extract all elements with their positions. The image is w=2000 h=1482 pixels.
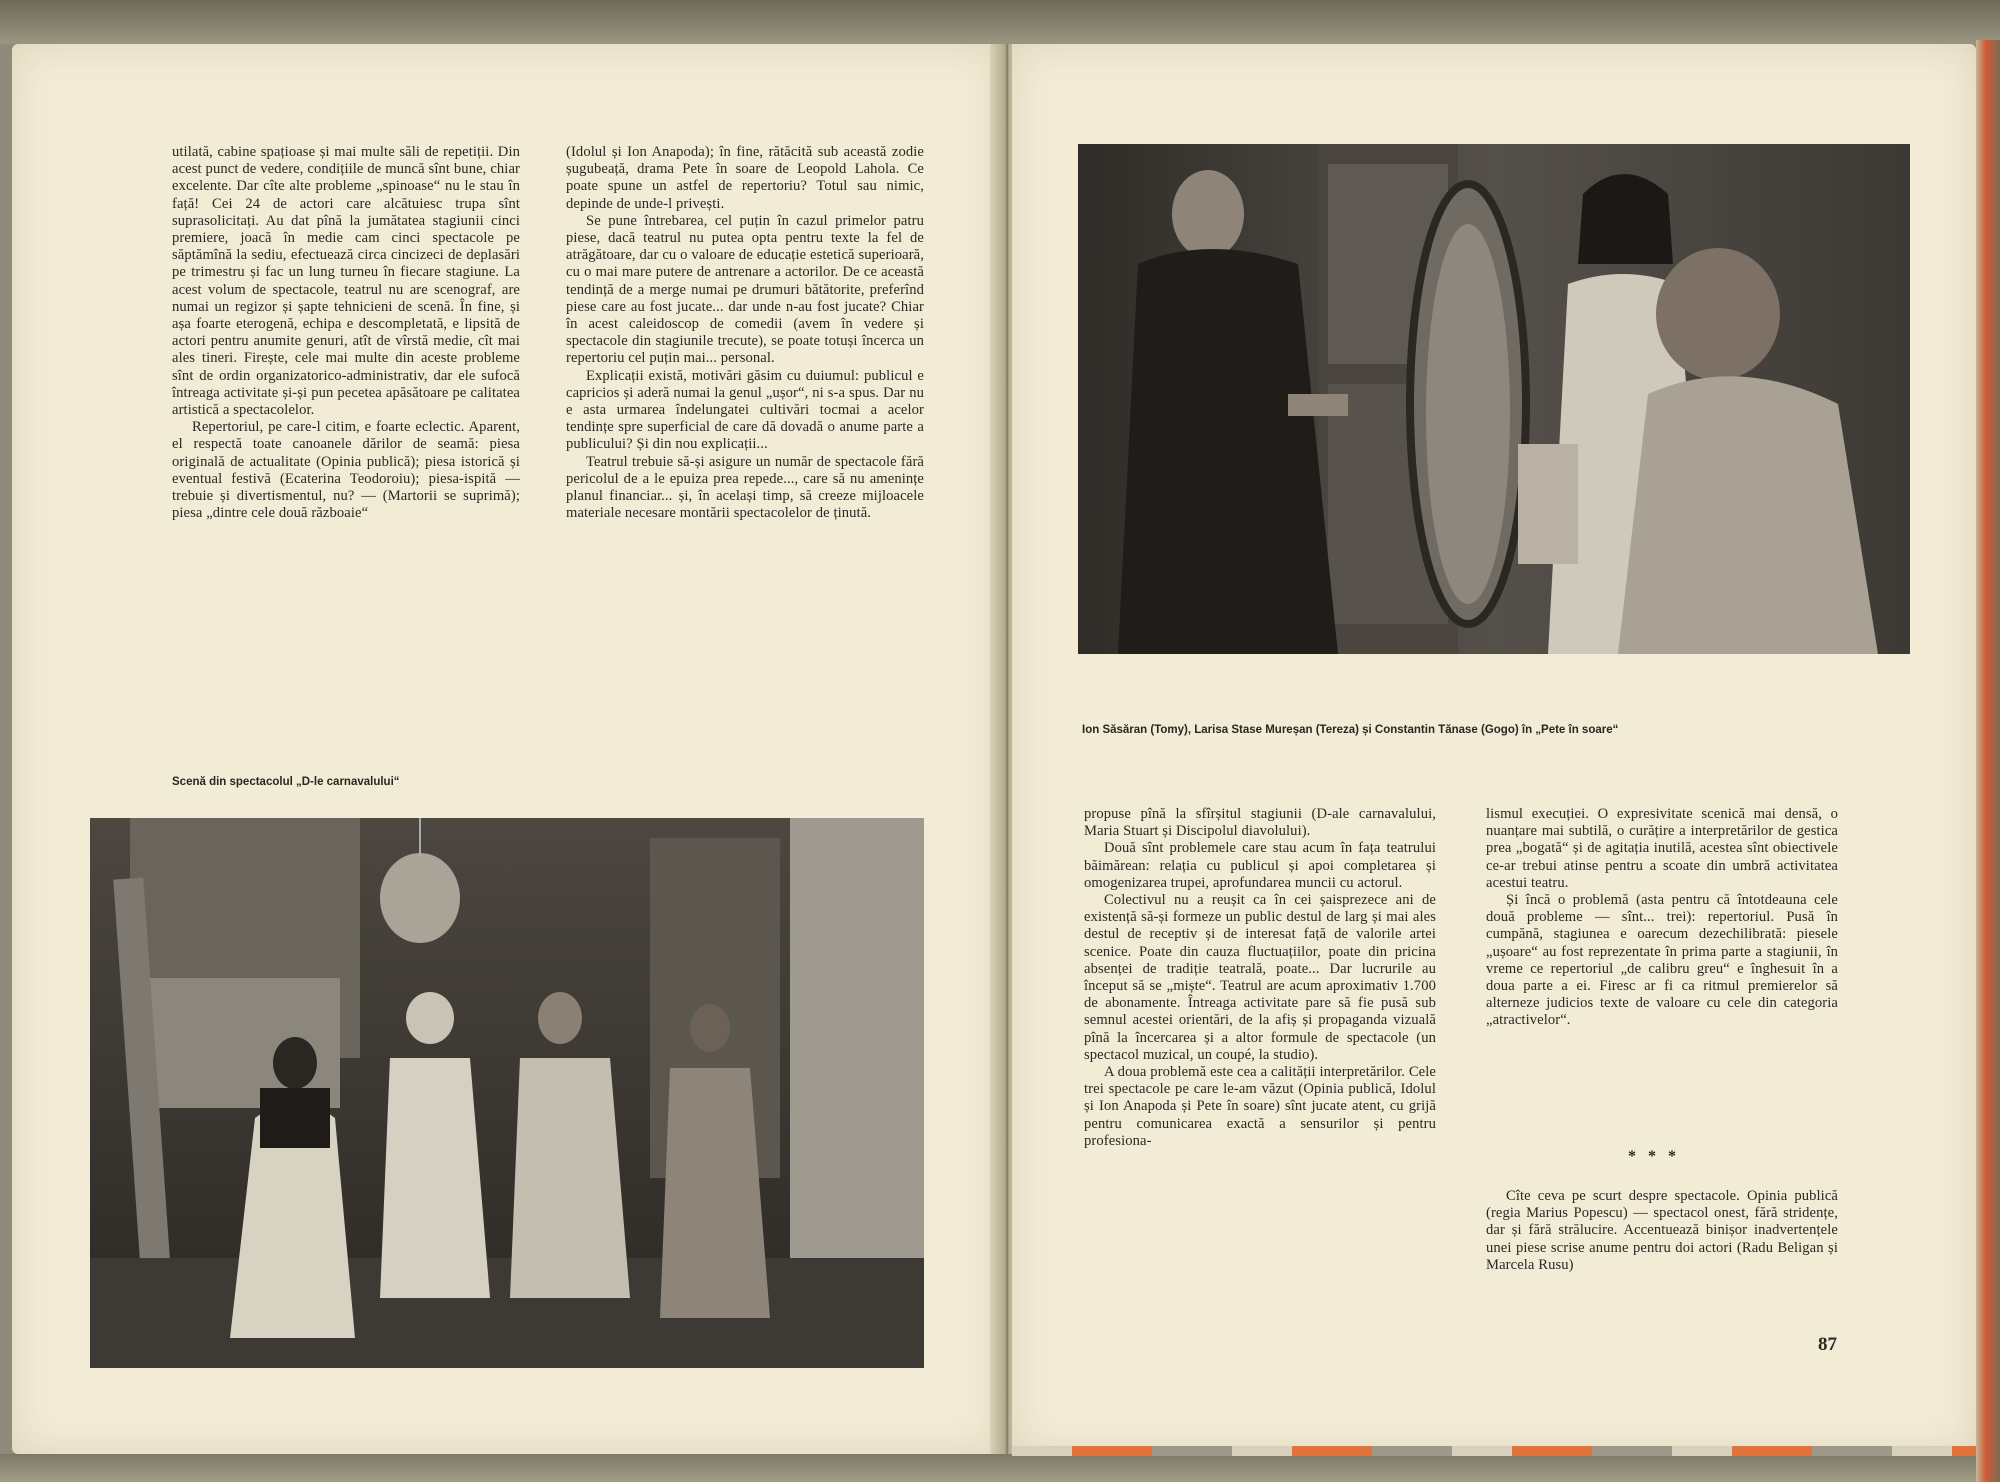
page-number: 87 (1818, 1334, 1837, 1355)
paragraph: Cîte ceva pe scurt despre spectacole. Opinia publică (regia Marius Popescu) — spectacol onest, fără stridențe, dar și fără strălucire. Accentuează binișor inadvertențele unei piese scrise anume pentru doi actori (Radu Beligan și Marcela Rusu) (1486, 1188, 1838, 1273)
right-page (1012, 44, 1976, 1454)
paragraph: (Idolul și Ion Anapoda); în fine, rătăcită sub această zodie șugubeață, drama Pete în soare de Leopold Lahola. Ce poate spune un astfel de repertoriu? Totul sau nimic, depinde de unde-l privești. (566, 144, 924, 212)
scanner-background-top (0, 0, 2000, 44)
paragraph: Colectivul nu a reușit ca în cei șaisprezece ani de existență să-și formeze un public destul de larg și mai ales destul de receptiv și de interesat față de valorile artei scenice. Poate din cauza fluctuațiilor, poate din pricina absenței de tradiție teatrală, poate... Dar lucrurile au început să se „miște“. Teatrul are acum aproximativ 1.700 de abonamente. Întreaga activitate pare să fie pusă sub semnul acestei orientări, de la afiș și propaganda vizuală pînă la încercarea și a altor formule de spectacole (un spectacol muzical, un coupé, la studio). (1084, 892, 1436, 1063)
book-cover-edge (1976, 40, 2000, 1482)
pete-in-soare-image (1078, 144, 1910, 654)
left-page-column-1 (172, 144, 520, 744)
paragraph: utilată, cabine spațioase și mai multe săli de repetiții. Din acest punct de vedere, condițiile de muncă sînt bune, chiar excelente. Dar cîte alte probleme „spinoase“ nu le stau în față! Cei 24 de actori care alcătuiesc trupa sînt suprasolicitați. Au dat pînă la jumătatea stagiunii cinci premiere, joacă în medie cam cinci spectacole pe săptămînă la sediu, efectuează circa cincizeci de deplasări pe trimestru și fac un lung turneu în fiecare stagiune. La acest volum de spectacole, teatrul nu are scenograf, are numai un regizor și șapte tehnicieni de scenă. În fine, și așa foarte eterogenă, echipa e descompletată, e lipsită de actori pentru anumite genuri, atît de vîrstă medie, cît mai ales tineri. Firește, cele mai multe din aceste probleme sînt de ordin organizatorico-administrativ, dar ele sufocă întreaga activitate și-și pun pecetea apăsătoare pe calitatea artistică a spectacolelor. (172, 144, 520, 419)
carnival-scene-photo (90, 818, 924, 1368)
paragraph: Repertoriul, pe care-l citim, e foarte eclectic. Aparent, el respectă toate canoanele dărilor de seamă: piesa originală de actualitate (Opinia publică); piesa istorică și eventual festivă (Ecaterina Teodoroiu); piesa-ispită — trebuie și divertismentul, nu? — (Martorii se suprimă); piesa „dintre cele două războaie“ (172, 419, 520, 522)
scanner-background-bottom (0, 1454, 2000, 1482)
paragraph: A doua problemă este cea a calității interpretărilor. Cele trei spectacole pe care le-am văzut (Opinia publică, Idolul și Ion Anapoda și Pete în soare) sînt jucate atent, cu grijă pentru comunicarea exactă a sensurilor și pentru profesiona- (1084, 1064, 1436, 1149)
right-page-column-2-continued (1486, 1188, 1838, 1318)
photo-caption-pete-in-soare: Ion Săsăran (Tomy), Larisa Stase Mureșan (Tereza) și Constantin Tănase (Gogo) în „Pete în soare“ (1082, 724, 1619, 736)
paragraph: lismul execuției. O expresivitate scenică mai densă, o nuanțare mai subtilă, o curățire a interpretărilor de gestica prea „bogată“ și de agitația inutilă, acestea sînt obiectivele ce-ar trebui atinse pentru a scoate din umbră activitatea acestui teatru. (1486, 806, 1838, 891)
paragraph: Teatrul trebuie să-și asigure un număr de spectacole fără pericolul de a le epuiza prea repede..., care să nu amenințe planul financiar... și, în același timp, să creeze mijloacele materiale necesare montării spectacolelor de ținută. (566, 453, 924, 522)
paragraph: Explicații există, motivări găsim cu duiumul: publicul e capricios și aderă numai la genul „ușor“, ni s-a spus. Dar nu e asta urmarea îndelungatei cultivări tocmai a acelor tendințe spre superficial de care dă dovadă o anume parte a publicului? Și din nou explicații... (566, 367, 924, 453)
pete-in-soare-photo (1078, 144, 1910, 654)
paragraph: Se pune întrebarea, cel puțin în cazul primelor patru piese, dacă teatrul nu putea opta pentru texte la fel de atrăgătoare, dar cu o valoare de educație estetică superioară, cu o mai mare putere de antrenare a actorilor. De ce această tendință de a merge numai pe drumuri bătătorite, preferînd piese care au fost jucate... dar unde n-au fost jucate? Chiar în acest caleidoscop de comedii (avem în vedere și spectacole din stagiunile trecute), se poate totuși încerca un repertoriu cel puțin mai... personal. (566, 212, 924, 367)
book-bottom-edge (1012, 1446, 1976, 1456)
paragraph: propuse pînă la sfîrșitul stagiunii (D-ale carnavalului, Maria Stuart și Discipolul diavolului). (1084, 806, 1436, 840)
right-page-column-1 (1084, 806, 1436, 1316)
photo-caption-carnival: Scenă din spectacolul „D-le carnavalului“ (172, 776, 400, 788)
right-page-column-2 (1486, 806, 1838, 1126)
paragraph: Două sînt problemele care stau acum în fața teatrului băimărean: relația cu publicul și apoi completarea și omogenizarea trupei, aprofundarea muncii cu actorul. (1084, 840, 1436, 891)
section-separator: * * * (1628, 1148, 1680, 1165)
carnival-scene-image (90, 818, 924, 1368)
left-page (12, 44, 1000, 1454)
paragraph: Și încă o problemă (asta pentru că întotdeauna cele două probleme — sînt... trei): repertoriul. Pusă în cumpănă, stagiunea e oarecum dezechilibrată: piesele „ușoare“ au fost reprezentate în prima parte a stagiunii, în vreme ce repertoriul „de calibru greu“ e înghesuit în a doua parte a ei. Firesc ar fi ca ritmul premierelor să alterneze judicios texte de valoare cu cele din categoria „atractivelor“. (1486, 892, 1838, 1029)
left-page-column-2 (566, 144, 924, 744)
